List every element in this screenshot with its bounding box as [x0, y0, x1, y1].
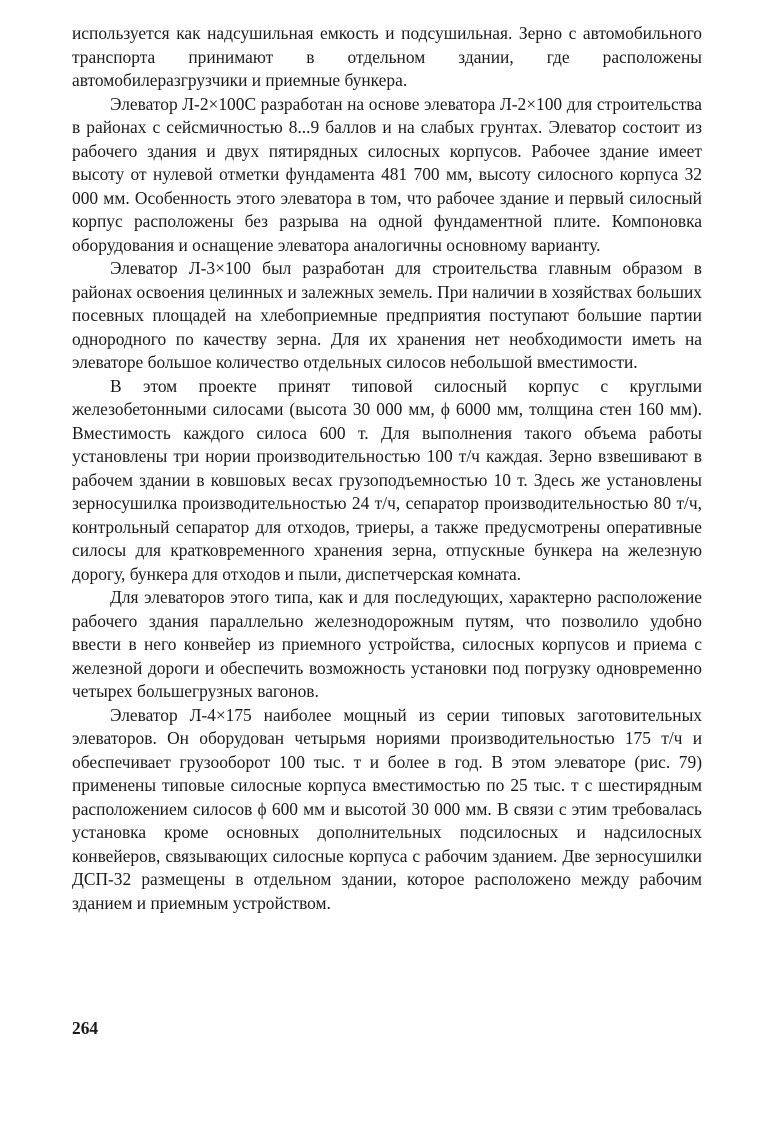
- paragraph-layout: Для элеваторов этого типа, как и для последующих, характерно расположение рабочего здания параллельно железнодорожным путям, что позволило удобно ввести в него конвейер из приемного устройства, силосных корпусов и приема с железной дороги и обеспечить возможность установки под погрузку одновременно четырех большегрузных вагонов.: [72, 587, 702, 701]
- page-number: 264: [72, 1018, 99, 1038]
- paragraph-continuation: используется как надсушильная емкость и подсушильная. Зерно с автомобильного транспорта принимают в отдельном здании, где расположены автомобилеразгрузчики и приемные бункера.: [72, 23, 702, 90]
- paragraph-l2x100s: Элеватор Л-2×100С разработан на основе элеватора Л-2×100 для строительства в районах с сейсмичностью 8...9 баллов и на слабых грунтах. Элеватор состоит из рабочего здания и двух пятирядных силосных корпусов. Рабочее здание имеет высоту от нулевой отметки фундамента 481 700 мм, высоту силосного корпуса 32 000 мм. Особенность этого элеватора в том, что рабочее здание и первый силосный корпус расположены без разрыва на одной фундаментной плите. Компоновка оборудования и оснащение элеватора аналогичны основному варианту.: [72, 93, 702, 255]
- page-body: [72, 22, 702, 915]
- paragraph-silo-project: В этом проекте принят типовой силосный корпус с круглыми железобетонными силосами (высота 30 000 мм, ϕ 6000 мм, толщина стен 160 мм). Вместимость каждого силоса 600 т. Для выполнения такого объема работы установлены три нории производительностью 100 т/ч каждая. Зерно взвешивают в рабочем здании в ковшовых весах грузоподъемностью 10 т. Здесь же установлены зерносушилка производительностью 24 т/ч, сепаратор производительностью 80 т/ч, контрольный сепаратор для отходов, триеры, а также предусмотрены оперативные силосы для кратковременного хранения зерна, отпускные бункера на железную дорогу, бункера для отходов и пыли, диспетчерская комната.: [72, 375, 702, 584]
- paragraph-l3x100: Элеватор Л-3×100 был разработан для строительства главным образом в районах освоения целинных и залежных земель. При наличии в хозяйствах больших посевных площадей на хлебоприемные предприятия поступают большие партии однородного по качеству зерна. Для их хранения нет необходимости иметь на элеваторе большое количество отдельных силосов небольшой вместимости.: [72, 258, 702, 372]
- paragraph-l4x175: Элеватор Л-4×175 наиболее мощный из серии типовых заготовительных элеваторов. Он оборудован четырьмя нориями производительностью 175 т/ч и обеспечивает грузооборот 100 тыс. т и более в год. В этом элеваторе (рис. 79) применены типовые силосные корпуса вместимостью по 25 тыс. т с шестирядным расположением силосов ϕ 600 мм и высотой 30 000 мм. В связи с этим требовалась установка кроме основных дополнительных подсилосных и надсилосных конвейеров, связывающих силосные корпуса с рабочим зданием. Две зерносушилки ДСП-32 размещены в отдельном здании, которое расположено между рабочим зданием и приемным устройством.: [72, 704, 702, 913]
